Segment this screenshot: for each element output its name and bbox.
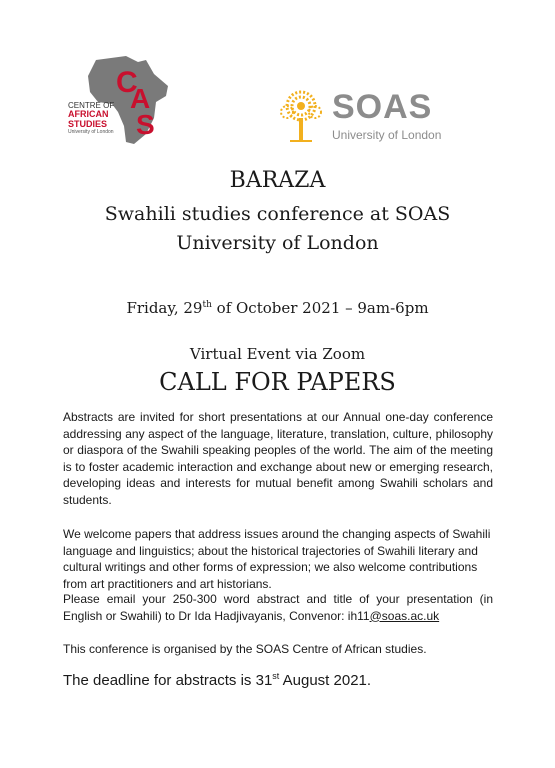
- paragraph-submission: [63, 591, 493, 624]
- submission-text: Please email your 250-300 word abstract and title of your presentation (in English or Swahili) to Dr Ida Hadjivayanis, Convenor: ih11: [63, 592, 493, 623]
- cas-line2: AFRICAN: [68, 109, 109, 120]
- virtual-event: Virtual Event via Zoom: [189, 345, 366, 363]
- soas-wordmark: SOAS: [332, 88, 433, 126]
- cas-letter-s: S: [136, 109, 155, 140]
- cas-letter-c: C: [116, 66, 138, 99]
- deadline: [63, 668, 493, 690]
- cas-logo-text: [68, 102, 114, 136]
- date-sup: th: [202, 300, 212, 310]
- email-link[interactable]: @soas.ac.uk: [369, 608, 440, 623]
- deadline-suffix: August 2021.: [279, 672, 372, 689]
- subtitle-line1: Swahili studies conference at SOAS: [104, 203, 451, 225]
- date-suffix: of October 2021 – 9am-6pm: [211, 299, 429, 317]
- subtitle-line2: University of London: [176, 232, 379, 254]
- soas-subtitle: University of London: [332, 128, 442, 142]
- cas-line1: CENTRE OF: [68, 101, 115, 110]
- deadline-sup: st: [272, 671, 280, 681]
- soas-logo: [272, 88, 462, 148]
- call-for-papers: CALL FOR PAPERS: [159, 368, 396, 396]
- cas-line3: STUDIES: [68, 118, 108, 129]
- title: BARAZA: [229, 168, 326, 193]
- date-prefix: Friday, 29: [126, 299, 203, 317]
- event-date: [0, 299, 555, 317]
- paragraph-welcome: We welcome papers that address issues around the changing aspects of Swahili language and linguistics; about the historical trajectories of Swahili literary and cultural writings and other forms of expression; we also welcome contributions from art practitioners and art historians.: [63, 527, 491, 591]
- paragraph-organiser: This conference is organised by the SOAS Centre of African studies.: [63, 642, 427, 656]
- cas-letter-a: A: [130, 83, 151, 114]
- tree-icon: [274, 88, 328, 144]
- paragraph-abstracts: Abstracts are invited for short presentations at our Annual one-day conference addressing any aspect of the language, literature, translation, culture, philosophy or diaspora of the Swahili speaking peoples of the world. The aim of the meeting is to foster academic interaction and exchange about new or emerging research, developing ideas and interests for mutual benefit among Swahili scholars and students.: [63, 410, 493, 507]
- cas-line4: University of London: [68, 129, 114, 136]
- deadline-prefix: The deadline for abstracts is 31: [63, 672, 273, 689]
- cas-logo: [68, 52, 188, 152]
